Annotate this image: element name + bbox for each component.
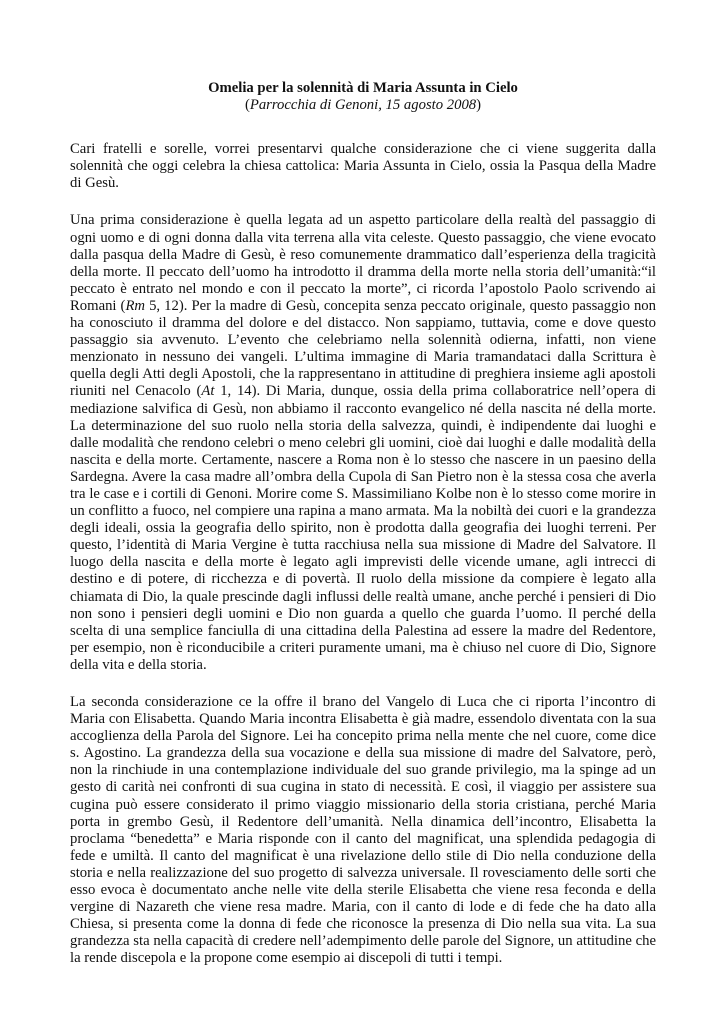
paragraph-first-consideration	[70, 212, 656, 674]
subtitle-open-paren: (	[244, 97, 250, 114]
paragraph-text: 1, 14). Di Maria, dunque, ossia della prima collaboratrice nell’opera di mediazione salvifica di Gesù, non abbiamo il racconto evangelico né della nascita né della morte. La determinazione del suo ruolo nella storia della salvezza, quindi, è indipendente dai luoghi e dalle modalità che rendono celebri o meno celebri gli uomini, cioè dai luoghi e dalle modalità della nascita e della morte. Certamente, nascere a Roma non è lo stesso che nascere in un paesino della Sardegna. Avere la casa madre all’ombra della Cupola di San Pietro non è la stessa cosa che averla tra le case e i cortili di Genoni. Morire come S. Massimiliano Kolbe non è lo stesso come morire in un conflitto a fuoco, nel compiere una rapina a mano armata. Ma la nobiltà dei cuori e la grandezza degli ideali, ossia la geografia dello spirito, non è prodotta dalla geografia dei luoghi terreni. Per questo, l’identità di Maria Vergine è tutta racchiusa nella sua missione di Madre del Salvatore. Il luogo della nascita e della morte è legato agli imprevisti delle vicende umane, agli intrecci di destino e di potere, di ricchezza e di povertà. Il ruolo della missione da compiere è legato alla chiamata di Dio, la quale prescinde dagli influssi delle realtà umane, anche perché i pensieri di Dio non sono i pensieri degli uomini e Dio non guarda a quello che guarda l’uomo. Il perché della scelta di una semplice fanciulla di una cittadina della Palestina ad essere la madre del Redentore, per esempio, non è riconducibile a criteri puramente umani, ma è chiuso nel cuore di Dio, Signore della vita e della storia.	[70, 383, 657, 673]
paragraph-second-consideration: La seconda considerazione ce la offre il brano del Vangelo di Luca che ci riporta l’incontro di Maria con Elisabetta. Quando Maria incontra Elisabetta è già madre, essendolo diventata con la sua accoglienza della Parola del Signore. Lei ha concepito prima nella mente che nel cuore, come dice s. Agostino. La grandezza della sua vocazione e della sua missione di madre del Salvatore, però, non la rinchiude in una contemplazione individuale del suo grande privilegio, ma la spinge ad un gesto di carità nei confronti di sua cugina in stato di necessità. E così, il viaggio per assistere sua cugina può essere considerato il primo viaggio missionario della storia cristiana, perché Maria porta in grembo Gesù, il Redentore dell’umanità. Nella dinamica dell’incontro, Elisabetta la proclama “benedetta” e Maria risponde con il canto del magnificat, una splendida pedagogia di fede e umiltà. Il canto del magnificat è una rivelazione dello stile di Dio nella conduzione della storia e nella realizzazione del suo progetto di salvezza universale. Il rovesciamento delle sorti che esso evoca è documentato anche nelle vite della sterile Elisabetta che viene resa feconda e della vergine di Nazareth che viene resa madre. Maria, con il canto di lode e di fede che ha dato alla Chiesa, si presenta come la donna di fede che riconosce la presenza di Dio nella sua vita. La sua grandezza sta nella capacità di credere nell’adempimento delle parole del Signore, un attitudine che la rende discepola e la propone come esempio ai discepoli di tutti i tempi.	[70, 694, 656, 967]
homily-subtitle	[70, 97, 656, 114]
homily-title: Omelia per la solennità di Maria Assunta in Cielo	[208, 80, 518, 96]
paragraph-text: Una prima considerazione è quella legata ad un aspetto particolare della realtà del passaggio di ogni uomo e di ogni donna dalla vita terrena alla vita celeste. Questo passaggio, che viene evocato dalla pasqua della Madre di Gesù, è reso comunemente drammatico dall’esperienza della tragicità della morte. Il peccato dell’uomo ha introdotto il dramma della morte nella storia dell’umanità:“il peccato è entrato nel mondo e con il peccato la morte”, ci ricorda l’apostolo Paolo scrivendo ai Romani (	[70, 212, 656, 314]
paragraph-text: 5, 12). Per la madre di Gesù, concepita senza peccato originale, questo passaggio non ha conosciuto il dramma del dolore e del distacco. Non sappiamo, tuttavia, come e dove questo passaggio sia avvenuto. L’evento che celebriamo nella solennità odierna, infatti, non viene menzionato in nessuno dei vangeli. L’ultima immagine di Maria tramandataci dalla Scrittura è quella degli Atti degli Apostoli, che la rappresentano in attitudine di preghiera insieme agli apostoli riuniti nel Cenacolo (	[70, 297, 656, 400]
paragraph-introduction: Cari fratelli e sorelle, vorrei presentarvi qualche considerazione che ci viene suggerita dalla solennità che oggi celebra la chiesa cattolica: Maria Assunta in Cielo, ossia la Pasqua della Madre di Gesù.	[70, 141, 656, 192]
document-page	[70, 80, 656, 988]
subtitle-close-paren: )	[476, 97, 482, 114]
scripture-reference-romans: Rm	[125, 297, 146, 314]
scripture-reference-acts: At	[201, 383, 215, 400]
subtitle-place-date: Parrocchia di Genoni, 15 agosto 2008	[249, 97, 477, 114]
